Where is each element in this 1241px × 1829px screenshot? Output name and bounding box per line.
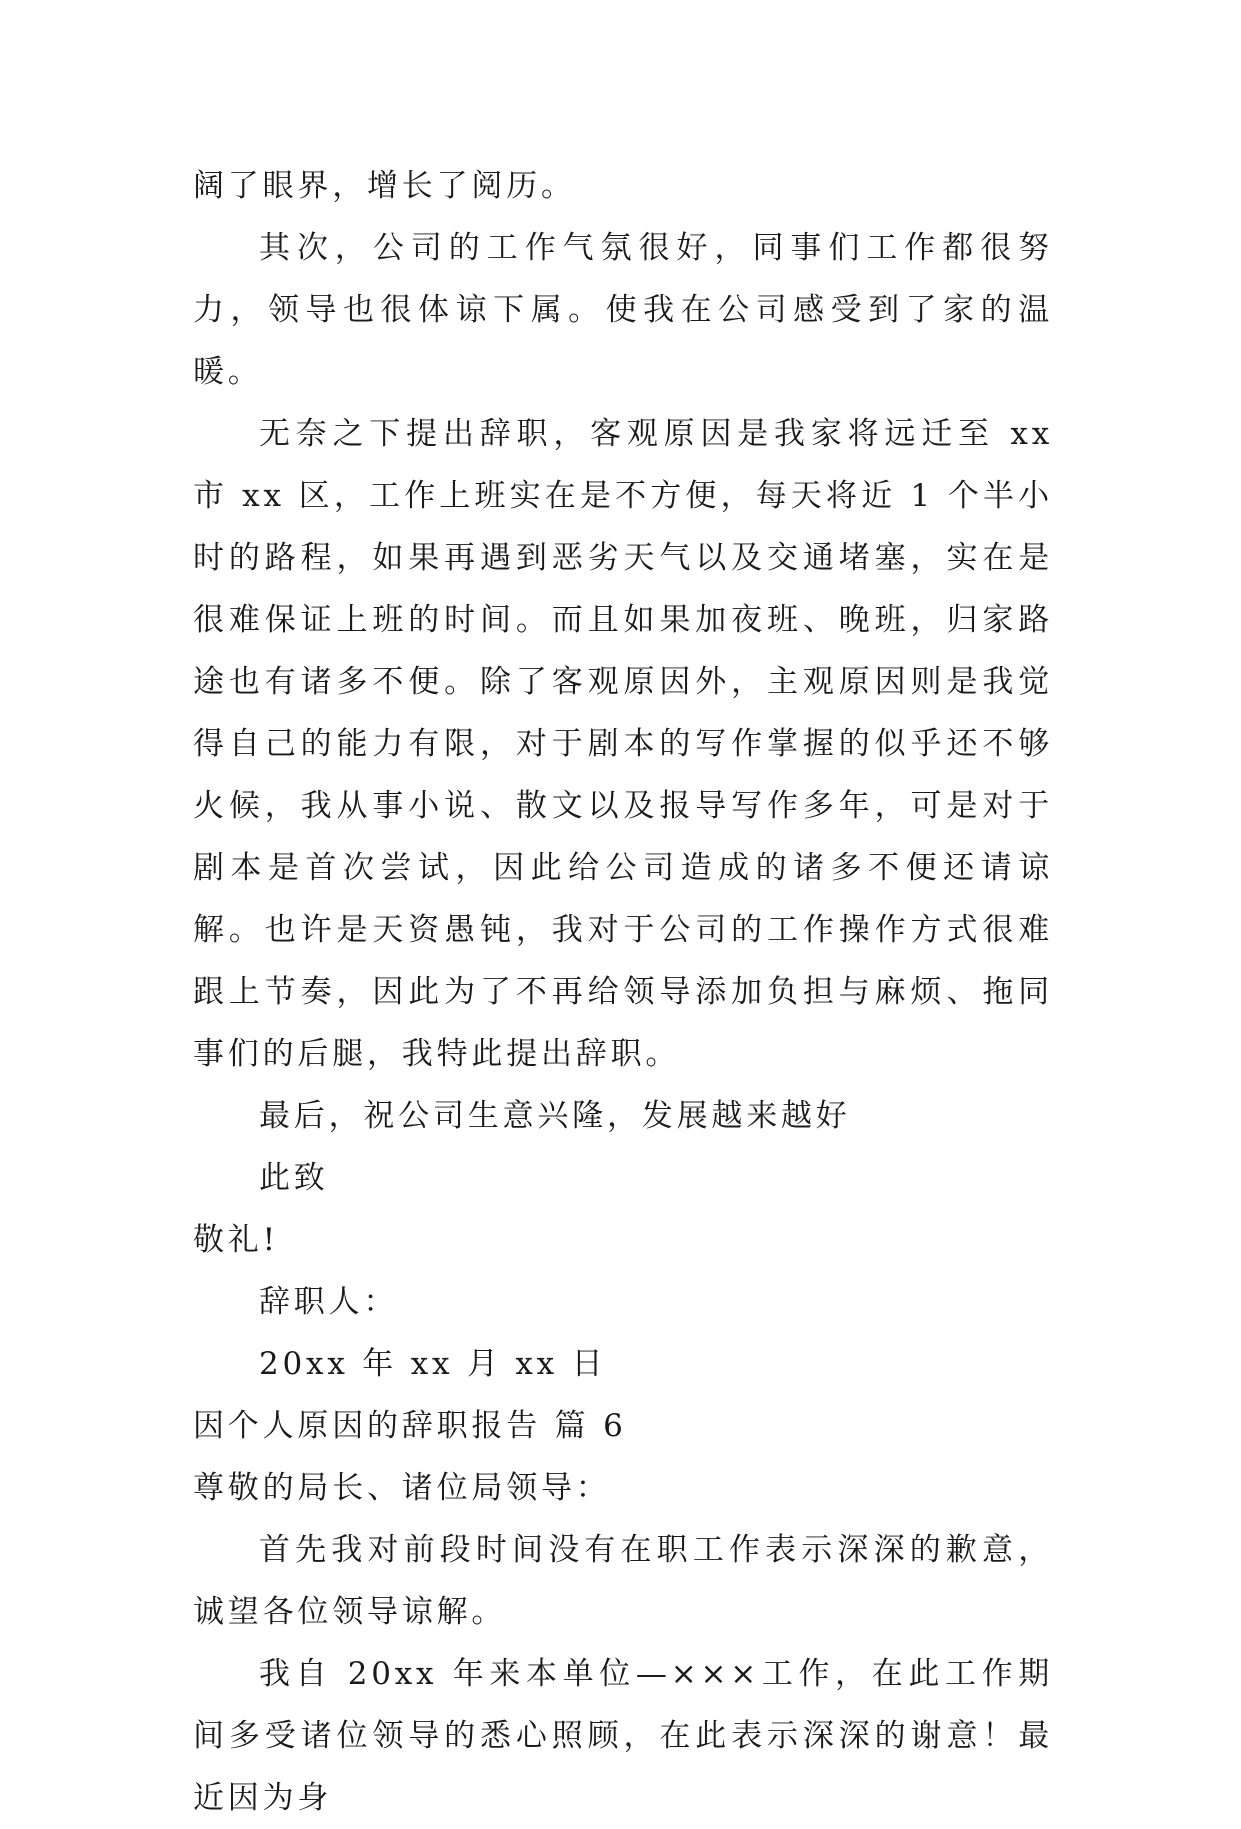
paragraph-apology: 首先我对前段时间没有在职工作表示深深的歉意，诚望各位领导谅解。 xyxy=(193,1532,1053,1630)
paragraph-wishes: 最后，祝公司生意兴隆，发展越来越好 xyxy=(259,1098,851,1134)
paragraph-atmosphere: 其次，公司的工作气氛很好，同事们工作都很努力，领导也很体谅下属。使我在公司感受到了家的温暖。 xyxy=(193,230,1053,390)
paragraph-reasons: 无奈之下提出辞职，客观原因是我家将远迁至 xx 市 xx 区，工作上班实在是不方便，每天将近 1 个半小时的路程，如果再遇到恶劣天气以及交通堵塞，实在是很难保证上班的时间。而且如果加夜班、晚班，归家路途也有诸多不便。除了客观原因外，主观原因则是我觉得自己的能力有限，对于剧本的写作掌握的似乎还不够火候，我从事小说、散文以及报导写作多年，可是对于剧本是首次尝试，因此给公司造成的诸多不便还请谅解。也许是天资愚钝，我对于公司的工作操作方式很难跟上节奏，因此为了不再给领导添加负担与麻烦、拖同事们的后腿，我特此提出辞职。 xyxy=(193,416,1053,1072)
section-heading: 因个人原因的辞职报告 篇 6 xyxy=(193,1408,627,1444)
paragraph-gratitude: 我自 20xx 年来本单位—×××工作，在此工作期间多受诸位领导的悉心照顾，在此表示深深的谢意！最近因为身 xyxy=(193,1656,1053,1816)
closing-cizhi: 此致 xyxy=(259,1160,329,1196)
paragraph-continuation: 阔了眼界，增长了阅历。 xyxy=(193,168,576,204)
document-body xyxy=(193,155,1053,1829)
salutation: 尊敬的局长、诸位局领导： xyxy=(193,1470,611,1506)
signature-label: 辞职人： xyxy=(259,1284,399,1320)
closing-jingli: 敬礼! xyxy=(193,1222,279,1258)
signature-date: 20xx 年 xx 月 xx 日 xyxy=(259,1346,607,1382)
